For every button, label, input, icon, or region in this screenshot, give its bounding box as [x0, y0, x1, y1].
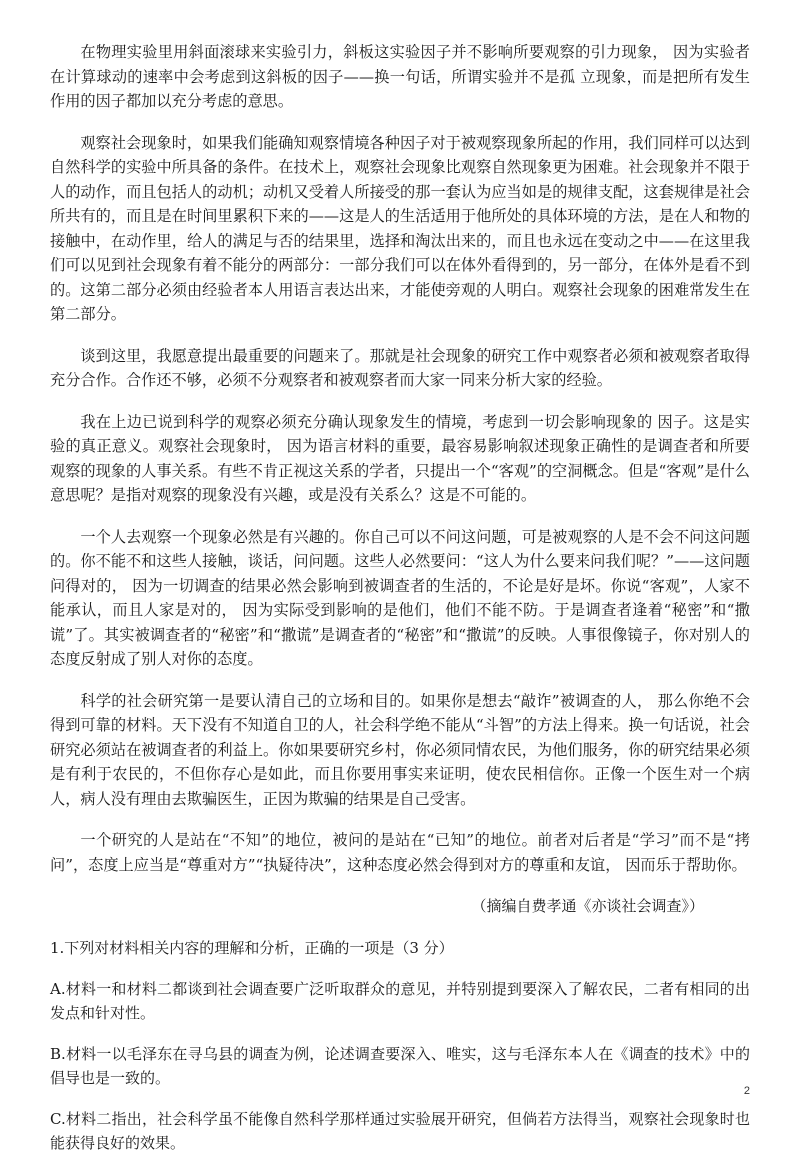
option-b: B.材料一以毛泽东在寻乌县的调查为例，论述调查要深入、唯实，这与毛泽东本人在《调查的技术》中的倡导也是一致的。: [50, 1045, 750, 1087]
passage-paragraph-2: 观察社会现象时，如果我们能确知观察情境各种因子对于被观察现象所起的作用，我们同样可以达到自然科学的实验中所具备的条件。在技术上，观察社会现象比观察自然现象更为困难。社会现象并不限于人的动作，而且包括人的动机；动机又受着人所接受的那一套认为应当如是的规律支配，这套规律是社会所共有的，而且是在时间里累积下来的——这是人的生活适用于他所处的具体环境的方法，是在人和物的接触中，在动作里，给人的满足与否的结果里，选择和淘汰出来的，而且也永远在变动之中——在这里我们可以见到社会现象有着不能分的两部分：一部分我们可以在体外看得到的，另一部分，在体外是看不到的。这第二部分必须由经验者本人用语言表达出来，才能使旁观的人明白。观察社会现象的困难常发生在第二部分。: [50, 133, 750, 323]
passage-paragraph-4: 我在上边已说到科学的观察必须充分确认现象发生的情境，考虑到一切会影响现象的 因子。这是实验的真正意义。观察社会现象时， 因为语言材料的重要，最容易影响叙述现象正确性的是调查者和所要观察的现象的人事关系。有些不肯正视这关系的学者，只提出一个“客观”的空洞概念。但是“客观”是什么意思呢？是指对观察的现象没有兴趣，或是没有关系么？这是不可能的。: [50, 412, 750, 504]
page-number: 2: [743, 1085, 750, 1097]
passage-paragraph-6: 科学的社会研究第一是要认清自己的立场和目的。如果你是想去“敲诈”被调查的人， 那么你绝不会得到可靠的材料。天下没有不知道自卫的人，社会科学绝不能从“斗智”的方法上得来。换一句话说，社会研究必须站在被调查者的利益上。你如果要研究乡村，你必须同情农民，为他们服务，你的研究结果必须是有利于农民的，不但你存心是如此，而且你要用事实来证明，使农民相信你。正像一个医生对一个病人，病人没有理由去欺骗医生，正因为欺骗的结果是自己受害。: [50, 691, 750, 808]
question-stem: 1.下列对材料相关内容的理解和分析，正确的一项是（3 分）: [50, 939, 454, 957]
option-a: A.材料一和材料二都谈到社会调查要广泛听取群众的意见，并特别提到要深入了解农民，二者有相同的出发点和针对性。: [50, 980, 750, 1022]
passage-source: （摘编自费孝通《亦谈社会调查》）: [471, 897, 704, 915]
passage-paragraph-5: 一个人去观察一个现象必然是有兴趣的。你自己可以不问这问题，可是被观察的人是不会不问这问题的。你不能不和这些人接触，谈话，问问题。这些人必然要问：“这人为什么要来问我们呢？”——这问题问得对的， 因为一切调查的结果必然会影响到被调查者的生活的，不论是好是坏。你说“客观”，人家不能承认，而且人家是对的， 因为实际受到影响的是他们，他们不能不防。于是调查者逢着“秘密”和“撒谎”了。其实被调查者的“秘密”和“撒谎”是调查者的“秘密”和“撒谎”的反映。人事很像镜子，你对别人的态度反射成了别人对你的态度。: [50, 527, 750, 668]
passage-paragraph-3: 谈到这里，我愿意提出最重要的问题来了。那就是社会现象的研究工作中观察者必须和被观察者取得充分合作。合作还不够，必须不分观察者和被观察者而大家一同来分析大家的经验。: [50, 346, 750, 389]
passage-paragraph-7: 一个研究的人是站在“不知”的地位，被问的是站在“已知”的地位。前者对后者是“学习”而不是“拷问”，态度上应当是“尊重对方”“执疑待决”，这种态度必然会得到对方的尊重和友谊， 因而乐于帮助你。: [50, 831, 750, 874]
document-page: [50, 40, 750, 1172]
passage-paragraph-1: 在物理实验里用斜面滚球来实验引力，斜板这实验因子并不影响所要观察的引力现象， 因为实验者在计算球动的速率中会考虑到这斜板的因子——换一句话，所谓实验并不是孤 立现象，而是把所有发生作用的因子都加以充分考虑的意思。: [50, 43, 750, 110]
option-c: C.材料二指出，社会科学虽不能像自然科学那样通过实验展开研究，但倘若方法得当，观察社会现象时也能获得良好的效果。: [50, 1110, 750, 1152]
